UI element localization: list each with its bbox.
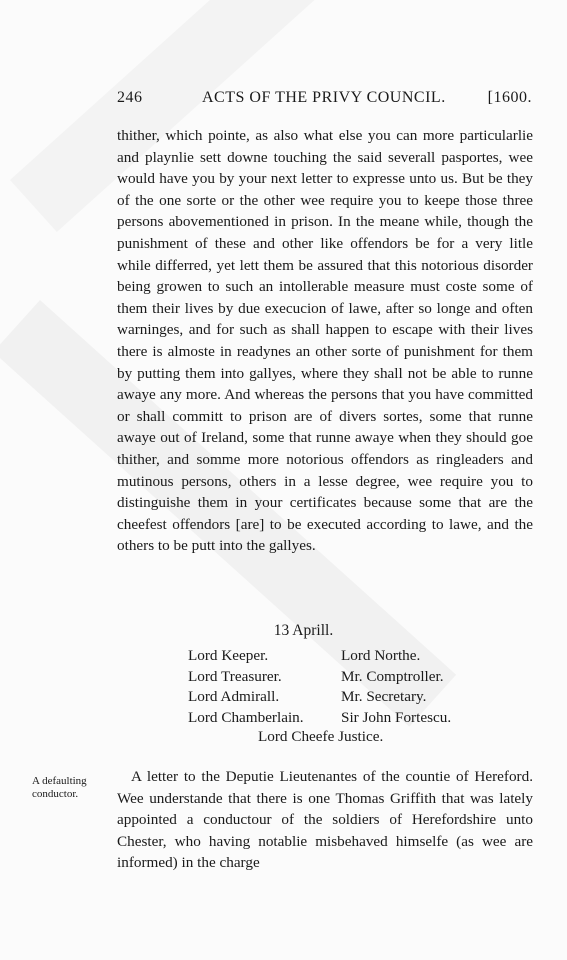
- main-paragraph: thither, which pointe, as also what else you can more particularlie and playnlie sett downe touching the said severall pasportes, wee would have you by your next letter to expresse unto us. But be they of the one sorte or the other wee require you to keepe those three persons abovementioned in prison. In the meane while, though the punishment of these and other like offendors be for a very litle while differred, yet lett them be assured that this notorious disorder being growen to such an intollerable measure must coste some of them their lives by due execucion of lawe, after so longe and often warninges, and for such as shall happen to escape with their lives there is almoste in readynes an other sorte of punishment for them by putting them into gallyes, where they shall not be able to runne awaye any more. And whereas the persons that you have committed or shall committ to prison are of divers sortes, some that runne awaye out of Ireland, some that runne awaye when they should goe thither, and somme more notorious offendors as ringleaders and mutinous persons, others in a lesse degree, wee require you to distinguishe them in your certificates because some that are the cheefest offendors [are] to be executed according to lawe, and the others to be putt into the gallyes.: [117, 127, 533, 555]
- letter-paragraph: A letter to the Deputie Lieutenantes of the countie of Hereford. Wee understande that there is one Thomas Griffith that was lately appointed a conductour of the soldiers of Herefordshire unto Chester, who having notablie misbehaved himselfe (as wee are informed) in the charge: [117, 768, 533, 872]
- letter-text-block: [117, 766, 533, 874]
- attendee: Lord Treasurer.: [188, 667, 282, 685]
- margin-note: A defaulting conductor.: [32, 775, 87, 800]
- page-title: ACTS OF THE PRIVY COUNCIL.: [202, 89, 446, 106]
- attendee-row: [188, 708, 451, 729]
- attendee: Lord Admirall.: [188, 688, 280, 705]
- attendee: Mr. Secretary.: [341, 688, 427, 705]
- meeting-date: 13 Aprill.: [273, 622, 334, 639]
- attendee: Mr. Comptroller.: [341, 667, 444, 685]
- attendee-last: Lord Cheefe Justice.: [258, 728, 384, 745]
- attendee: Sir John Fortescu.: [341, 708, 452, 726]
- page-number: 246: [117, 89, 143, 106]
- attendee-row: [188, 667, 451, 688]
- attendee: Lord Northe.: [341, 647, 421, 664]
- main-text-block: [117, 125, 533, 557]
- attendees-list: [188, 646, 451, 728]
- attendee-row: [188, 646, 451, 667]
- attendee-row: [188, 687, 451, 708]
- attendee: Lord Keeper.: [188, 647, 269, 664]
- year-label: [1600.: [487, 89, 532, 106]
- attendee: Lord Chamberlain.: [188, 708, 304, 726]
